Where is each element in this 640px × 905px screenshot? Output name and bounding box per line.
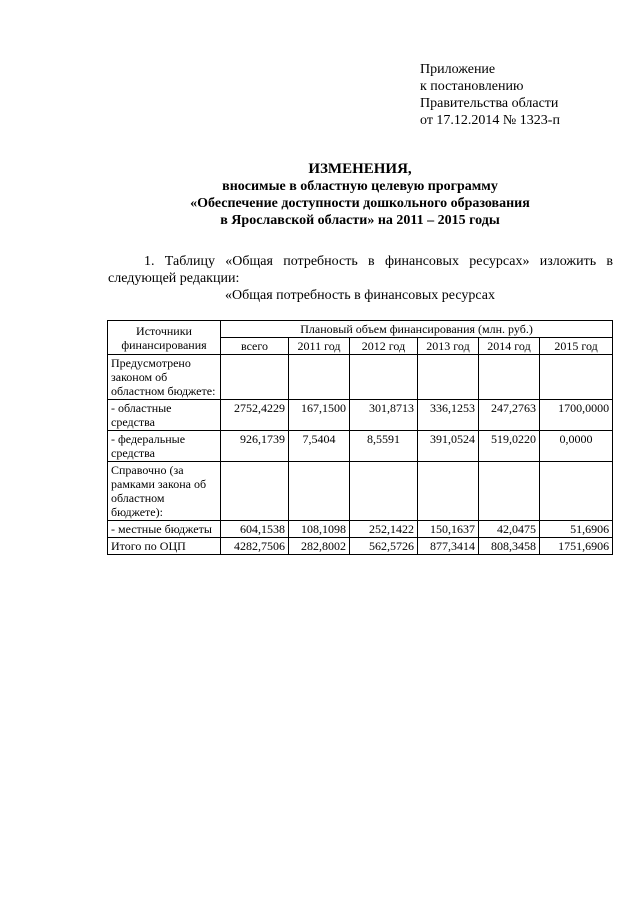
appendix-reference: [420, 61, 635, 129]
subheader-cell: 2012 год: [350, 338, 418, 355]
table-cell: 247,2763: [479, 400, 540, 431]
table-cell: 301,8713: [350, 400, 418, 431]
table-cell: 282,8002: [289, 538, 350, 555]
table-cell: [350, 462, 418, 521]
table-cell: [289, 462, 350, 521]
subheader-cell: 2013 год: [418, 338, 479, 355]
title-line: «Обеспечение доступности дошкольного образования: [190, 196, 530, 211]
table-cell: [540, 355, 613, 400]
table-cell: [479, 355, 540, 400]
table-cell: 42,0475: [479, 521, 540, 538]
table-cell: 108,1098: [289, 521, 350, 538]
row-label: Справочно (за рамками закона об областном бюджете):: [108, 462, 221, 521]
table-cell: 391,0524: [418, 431, 479, 462]
table-cell: 1700,0000: [540, 400, 613, 431]
table-cell: 926,1739: [221, 431, 289, 462]
table-row: [108, 355, 613, 400]
row-label: Итого по ОЦП: [108, 538, 221, 555]
appendix-line: от 17.12.2014 № 1323-п: [420, 113, 560, 128]
subheader-cell: 2011 год: [289, 338, 350, 355]
subheader-cell: 2014 год: [479, 338, 540, 355]
table-cell: 2752,4229: [221, 400, 289, 431]
table-cell: [221, 462, 289, 521]
table-row: [108, 431, 613, 462]
table-cell: [479, 462, 540, 521]
row-label: Предусмотрено законом об областном бюджете:: [108, 355, 221, 400]
title-line: ИЗМЕНЕНИЯ,: [308, 161, 412, 177]
table-row-total: [108, 538, 613, 555]
paragraph-text: 1. Таблицу «Общая потребность в финансовых ресурсах» изложить в следующей редакции:: [108, 254, 613, 286]
table-cell: 1751,6906: [540, 538, 613, 555]
subheader-cell: всего: [221, 338, 289, 355]
title-line: в Ярославской области» на 2011 – 2015 годы: [220, 213, 500, 228]
table-caption: «Общая потребность в финансовых ресурсах: [225, 288, 495, 303]
row-label: - федеральные средства: [108, 431, 221, 462]
financing-table: [107, 320, 613, 555]
appendix-line: к постановлению: [420, 79, 524, 94]
table-cell: 51,6906: [540, 521, 613, 538]
table-cell: 8,5591: [350, 431, 418, 462]
table-row: [108, 462, 613, 521]
table-cell: [418, 462, 479, 521]
table-cell: 562,5726: [350, 538, 418, 555]
document-title: [100, 161, 620, 229]
table-cell: 604,1538: [221, 521, 289, 538]
appendix-line: Приложение: [420, 62, 496, 77]
table-cell: [350, 355, 418, 400]
table-cell: 808,3458: [479, 538, 540, 555]
table-cell: 519,0220: [479, 431, 540, 462]
table-header-row: [108, 321, 613, 338]
table-cell: 0,0000: [540, 431, 613, 462]
table-cell: [221, 355, 289, 400]
title-line: вносимые в областную целевую программу: [222, 179, 498, 194]
table-cell: 167,1500: [289, 400, 350, 431]
subheader-cell: 2015 год: [540, 338, 613, 355]
table-cell: 4282,7506: [221, 538, 289, 555]
row-label: - местные бюджеты: [108, 521, 221, 538]
table-cell: 7,5404: [289, 431, 350, 462]
table-cell: 150,1637: [418, 521, 479, 538]
table-cell: [418, 355, 479, 400]
table-cell: [540, 462, 613, 521]
appendix-line: Правительства области: [420, 96, 559, 111]
table-row: [108, 400, 613, 431]
table-cell: [289, 355, 350, 400]
table-cell: 877,3414: [418, 538, 479, 555]
table-cell: 336,1253: [418, 400, 479, 431]
header-source: Источники финансирования: [108, 321, 221, 355]
body-paragraph: [108, 253, 613, 287]
row-label: - областные средства: [108, 400, 221, 431]
table-row: [108, 521, 613, 538]
table-cell: 252,1422: [350, 521, 418, 538]
header-plan: Плановый объем финансирования (млн. руб.): [221, 321, 613, 338]
